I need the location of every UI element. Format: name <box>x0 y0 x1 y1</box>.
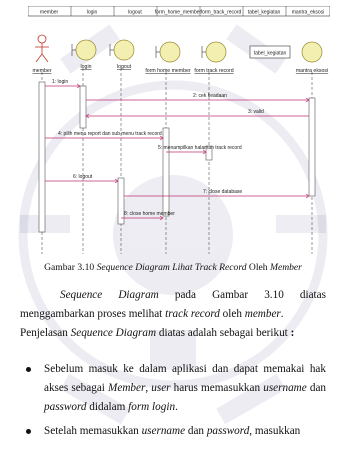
lifeline-label-login: login <box>80 64 92 70</box>
lifeline-label-member: member <box>32 68 52 74</box>
boundary-logout-icon <box>110 40 134 60</box>
bullet-item-2: Setelah memasukkan username dan password, masukkan <box>20 422 326 441</box>
paragraph-line-2: menggambarkan proses melihat track record oleh member. <box>20 308 284 320</box>
bullet-dot-icon <box>26 429 31 434</box>
lifeline-label-form-home: form home member <box>145 68 191 74</box>
lane-header-logout: logout <box>128 9 142 16</box>
lane-header-row <box>28 6 330 16</box>
boundary-login-icon <box>72 40 96 60</box>
message-1: 1: login <box>52 79 69 85</box>
lifeline-label-mantra: mantra eksosi <box>295 68 329 74</box>
figure-caption: Gambar 3.10 Sequence Diagram Lihat Track Record Oleh Member <box>44 262 302 273</box>
activation-bars <box>39 82 315 232</box>
boundary-form-home-icon <box>156 42 180 62</box>
message-7: 7: close database <box>203 189 243 195</box>
bullet-list <box>20 360 326 446</box>
lane-header-form-track: form_track_record <box>200 9 242 16</box>
paragraph-line-1: Sequence Diagram pada Gambar 3.10 diatas <box>60 289 326 301</box>
lifeline-label-tabel: tabel_kegiatan <box>253 50 287 57</box>
lane-header-login: login <box>86 9 98 16</box>
entity-tabel-kegiatan-box <box>250 46 290 58</box>
message-3: 3: valid <box>248 109 264 115</box>
control-mantra-icon <box>302 42 322 62</box>
lane-header-mantra: mantra_eksosi <box>291 9 325 16</box>
message-5: 5: menampilkan halaman track record <box>158 145 242 151</box>
lifeline-label-logout: logout <box>116 64 132 70</box>
bullet-item-1: Sebelum masuk ke dalam aplikasi dan dapat memakai hak akses sebagai Member, user harus memasukkan username dan password didalam form login. <box>20 360 326 417</box>
boundary-form-track-icon <box>202 42 226 62</box>
lifeline-label-form-track: form track record <box>194 68 234 74</box>
actor-member-icon <box>35 35 49 62</box>
lane-header-form-home: form_home_member <box>154 9 202 16</box>
message-6: 6: logout <box>73 174 93 180</box>
message-4: 4: pilih menu report dan sub menu track record <box>58 131 162 137</box>
sequence-diagram <box>28 6 330 256</box>
bullet-dot-icon <box>26 367 31 372</box>
message-2: 2: cek keadaan <box>193 93 227 99</box>
paragraph-line-3: Penjelasan Sequence Diagram diatas adalah sebagai berikut : <box>20 327 295 339</box>
lane-header-member: member <box>39 9 59 16</box>
lane-header-tabel: tabel_kegiatan <box>247 9 281 16</box>
message-8: 8: close home member <box>124 211 175 217</box>
body-paragraph <box>20 286 326 343</box>
